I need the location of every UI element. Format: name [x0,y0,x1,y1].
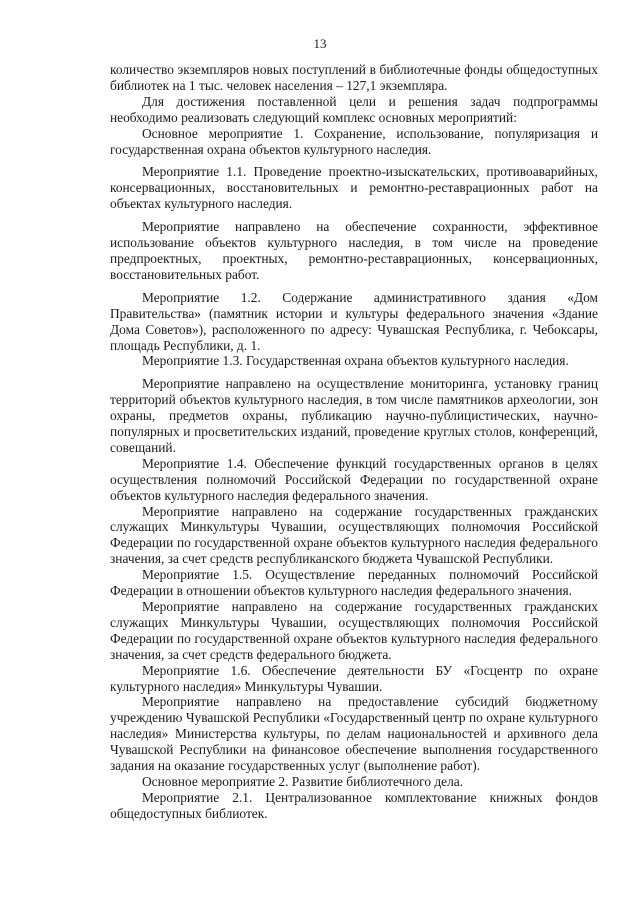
paragraph-14: Мероприятие направлено на предоставление субсидий бюджетному учреждению Чувашской Республики «Государственный центр по охране культурного наследия» Министерства культуры, по делам национальностей и архивного дела Чувашской Республики на финансовое обеспечение выполнения государственного задания на оказание государственных услуг (выполнение работ). [110,694,598,774]
paragraph-2: Для достижения поставленной цели и решения задач подпрограммы необходимо реализовать следующий комплекс основных мероприятий: [110,93,598,125]
paragraph-10: Мероприятие направлено на содержание государственных гражданских служащих Минкультуры Чувашии, осуществляющих полномочия Российской Федерации по государственной охране объектов культурного наследия федерального значения, за счет средств республиканского бюджета Чувашской Республики. [110,503,598,567]
paragraph-12: Мероприятие направлено на содержание государственных гражданских служащих Минкультуры Чувашии, осуществляющих полномочия Российской Федерации по государственной охране объектов культурного наследия федерального значения, за счет средств федерального бюджета. [110,599,598,662]
paragraph-13: Мероприятие 1.6. Обеспечение деятельности БУ «Госцентр по охране культурного наследия» Минкультуры Чувашии. [110,662,598,694]
paragraph-3: Основное мероприятие 1. Сохранение, использование, популяризация и государственная охрана объектов культурного наследия. [110,125,598,157]
page-number: 13 [313,36,327,51]
paragraph-6: Мероприятие 1.2. Содержание административного здания «Дом Правительства» (памятник истории и культуры федерального значения «Здание Дома Советов»), расположенного по адресу: Чувашская Республика, г. Чебоксары, площадь Республики, д. 1. [110,289,598,353]
paragraph-5: Мероприятие направлено на обеспечение сохранности, эффективное использование объектов культурного наследия, в том числе на проведение предпроектных, проектных, ремонтно-реставрационных, консервационных, восстановительных работ. [110,219,598,282]
paragraph-7: Мероприятие 1.3. Государственная охрана объектов культурного наследия. [142,353,569,369]
document-body [110,62,598,822]
paragraph-9: Мероприятие 1.4. Обеспечение функций государственных органов в целях осуществления полномочий Российской Федерации по государственной охране объектов культурного наследия федерального значения. [110,455,598,503]
paragraph-4: Мероприятие 1.1. Проведение проектно-изыскательских, противоаварийных, консервационных, восстановительных и ремонтно-реставрационных работ на объектах культурного наследия. [110,164,598,212]
paragraph-15: Основное мероприятие 2. Развитие библиотечного дела. [142,773,464,789]
paragraph-8: Мероприятие направлено на осуществление мониторинга, установку границ территорий объектов культурного наследия, в том числе памятников археологии, зон охраны, предметов охраны, публикацию научно-публицистических, научно-популярных и просветительских изданий, проведение круглых столов, конференций, совещаний. [110,376,598,455]
paragraph-1: количество экземпляров новых поступлений в библиотечные фонды общедоступных библиотек на 1 тыс. человек населения – 127,1 экземпляра. [110,62,598,93]
paragraph-16: Мероприятие 2.1. Централизованное комплектование книжных фондов общедоступных библиотек. [110,789,598,821]
paragraph-11: Мероприятие 1.5. Осуществление переданных полномочий Российской Федерации в отношении объектов культурного наследия федерального значения. [110,567,598,599]
